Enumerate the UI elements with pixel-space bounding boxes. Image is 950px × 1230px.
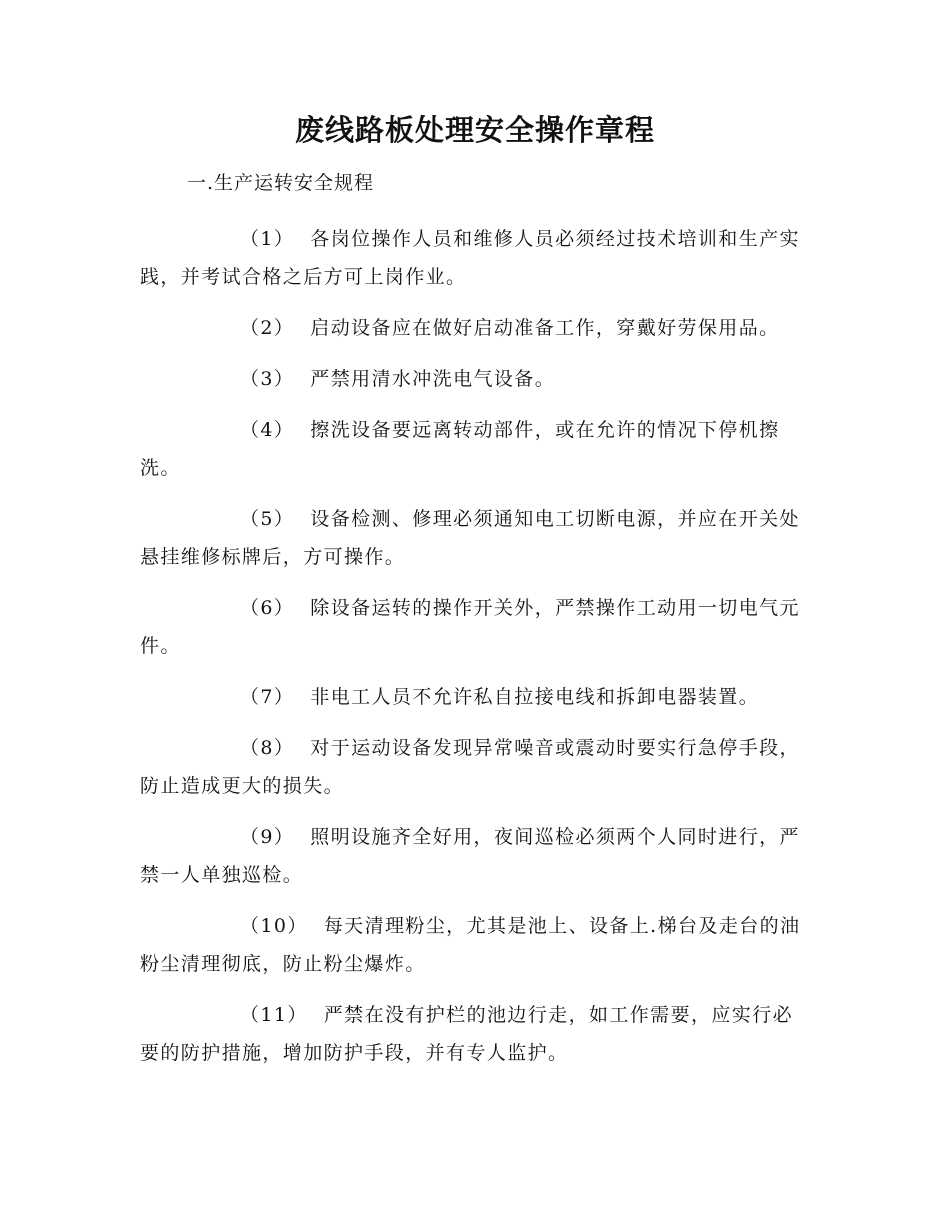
document-title: 废线路板处理安全操作章程 [294, 113, 655, 147]
rule-text: 严禁用清水冲洗电气设备。 [310, 368, 556, 390]
rule-item [140, 411, 805, 487]
rule-number: （7） [240, 686, 295, 708]
rule-number: （5） [240, 508, 295, 530]
rule-item [140, 818, 805, 894]
rule-number: （1） [240, 228, 295, 250]
rule-text: 严禁在没有护栏的池边行走，如工作需要，应实行必要的防护措施，增加防护手段，并有专人监护。 [140, 1004, 793, 1064]
rule-item [140, 678, 805, 716]
rule-item [140, 729, 805, 805]
rule-text: 设备检测、修理必须通知电工切断电源，并应在开关处悬挂维修标牌后，方可操作。 [140, 508, 800, 568]
rule-item [140, 996, 805, 1072]
rule-text: 非电工人员不允许私自拉接电线和拆卸电器装置。 [310, 686, 760, 708]
rule-number: （10） [240, 915, 308, 937]
rule-number: （2） [240, 317, 295, 339]
section-heading: 一.生产运转安全规程 [187, 172, 375, 194]
rule-number: （8） [240, 737, 295, 759]
rule-text: 对于运动设备发现异常噪音或震动时要实行急停手段，防止造成更大的损失。 [140, 737, 800, 797]
rule-text: 各岗位操作人员和维修人员必须经过技术培训和生产实践，并考试合格之后方可上岗作业。 [140, 228, 800, 288]
rule-item [140, 309, 805, 347]
rule-number: （4） [240, 419, 295, 441]
rule-text: 除设备运转的操作开关外，严禁操作工动用一切电气元件。 [140, 597, 800, 657]
rules-list [140, 220, 805, 1085]
rule-item [140, 589, 805, 665]
rule-text: 启动设备应在做好启动准备工作，穿戴好劳保用品。 [310, 317, 780, 339]
rule-number: （9） [240, 826, 295, 848]
rule-item [140, 220, 805, 296]
rule-item [140, 360, 805, 398]
rule-text: 每天清理粉尘，尤其是池上、设备上.梯台及走台的油粉尘清理彻底，防止粉尘爆炸。 [140, 915, 801, 975]
rule-number: （11） [240, 1004, 308, 1026]
rule-text: 照明设施齐全好用，夜间巡检必须两个人同时进行，严禁一人单独巡检。 [140, 826, 800, 886]
rule-text: 擦洗设备要远离转动部件，或在允许的情况下停机擦洗。 [140, 419, 780, 479]
rule-number: （3） [240, 368, 295, 390]
rule-number: （6） [240, 597, 295, 619]
rule-item [140, 500, 805, 576]
rule-item [140, 907, 805, 983]
